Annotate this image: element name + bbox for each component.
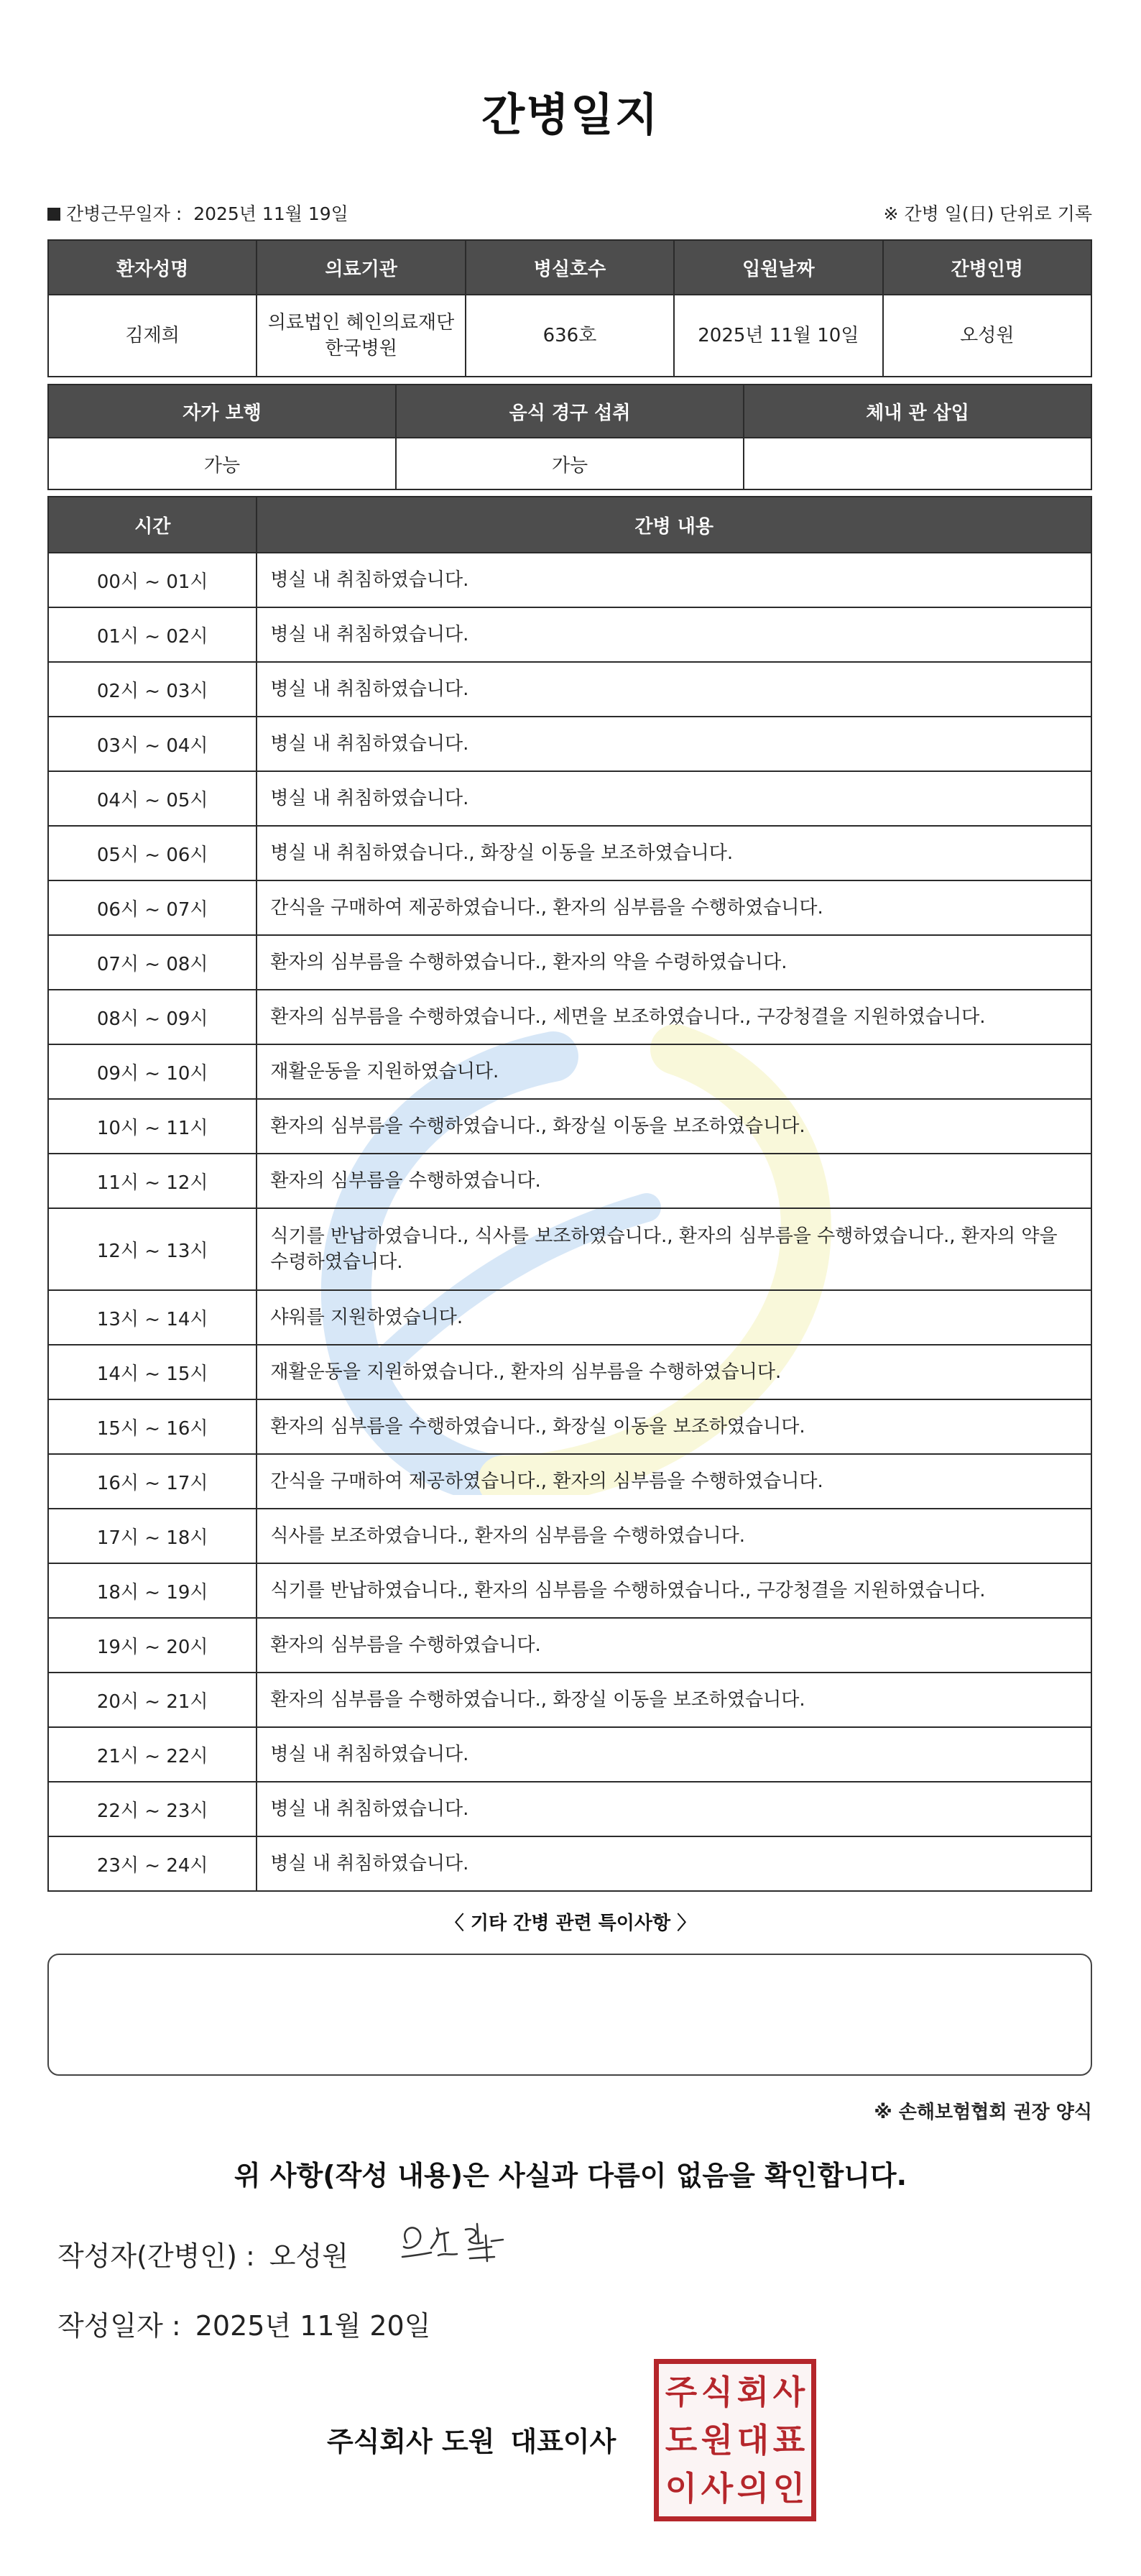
log-time: 07시 ~ 08시 — [48, 935, 257, 990]
table-row — [48, 771, 1091, 826]
log-content: 샤워를 지원하였습니다. — [257, 1290, 1091, 1345]
log-time: 08시 ~ 09시 — [48, 990, 257, 1044]
log-time: 14시 ~ 15시 — [48, 1345, 257, 1399]
document-title: 간병일지 — [481, 88, 660, 141]
log-time: 15시 ~ 16시 — [48, 1399, 257, 1454]
log-content: 간식을 구매하여 제공하였습니다., 환자의 심부름을 수행하였습니다. — [257, 1454, 1091, 1509]
work-date-label: 간병근무일자 : — [66, 203, 183, 224]
header-oral-intake: 음식 경구 섭취 — [396, 385, 744, 438]
log-time: 02시 ~ 03시 — [48, 662, 257, 717]
log-time: 23시 ~ 24시 — [48, 1836, 257, 1891]
log-content: 식기를 반납하였습니다., 환자의 심부름을 수행하였습니다., 구강청결을 지원하였습니다. — [257, 1563, 1091, 1618]
table-row — [48, 880, 1091, 935]
log-content: 병실 내 취침하였습니다. — [257, 1782, 1091, 1836]
log-time: 10시 ~ 11시 — [48, 1099, 257, 1154]
writer-label: 작성자(간병인) : — [57, 2240, 255, 2272]
log-content: 병실 내 취침하였습니다. — [257, 662, 1091, 717]
seal-character: 식 — [701, 2373, 734, 2412]
writer-name: 오성원 — [269, 2240, 348, 2272]
log-time: 01시 ~ 02시 — [48, 607, 257, 662]
table-row — [48, 1509, 1091, 1563]
medical-institution: 의료법인 혜인의료재단 한국병원 — [257, 295, 465, 377]
room-number: 636호 — [466, 295, 674, 377]
table-row — [48, 1399, 1091, 1454]
table-row — [48, 607, 1091, 662]
header-care-content: 간병 내용 — [257, 497, 1091, 553]
table-row — [48, 1208, 1091, 1290]
table-row — [48, 662, 1091, 717]
log-content: 환자의 심부름을 수행하였습니다., 화장실 이동을 보조하였습니다. — [257, 1673, 1091, 1727]
writer-line — [57, 2234, 348, 2273]
condition-header-row — [48, 385, 1091, 438]
log-content: 병실 내 취침하였습니다. — [257, 553, 1091, 607]
company-name: 주식회사 도원 — [327, 2426, 495, 2457]
condition-value-row — [48, 438, 1091, 489]
header-tube-insertion: 체내 관 삽입 — [744, 385, 1091, 438]
written-date-value: 2025년 11월 20일 — [195, 2310, 431, 2342]
handwritten-signature — [394, 2214, 516, 2271]
log-content: 병실 내 취침하였습니다., 화장실 이동을 보조하였습니다. — [257, 826, 1091, 880]
log-content: 병실 내 취침하였습니다. — [257, 1727, 1091, 1782]
work-date-value: 2025년 11월 19일 — [193, 203, 348, 224]
log-time: 06시 ~ 07시 — [48, 880, 257, 935]
header-admission-date: 입원날짜 — [674, 240, 882, 295]
header-patient-name: 환자성명 — [48, 240, 257, 295]
written-date-line — [57, 2304, 430, 2343]
self-walking-value: 가능 — [48, 438, 396, 489]
log-content: 병실 내 취침하였습니다. — [257, 771, 1091, 826]
log-content: 병실 내 취침하였습니다. — [257, 717, 1091, 771]
log-content: 환자의 심부름을 수행하였습니다., 화장실 이동을 보조하였습니다. — [257, 1099, 1091, 1154]
table-row — [48, 1290, 1091, 1345]
table-row — [48, 1836, 1091, 1891]
info-value-row — [48, 295, 1091, 377]
caregiver-name: 오성원 — [883, 295, 1091, 377]
log-time: 18시 ~ 19시 — [48, 1563, 257, 1618]
header-room-number: 병실호수 — [466, 240, 674, 295]
header-self-walking: 자가 보행 — [48, 385, 396, 438]
table-row — [48, 1154, 1091, 1208]
table-row — [48, 553, 1091, 607]
log-body — [48, 553, 1091, 1891]
seal-character: 대 — [736, 2420, 770, 2460]
hourly-care-log-table — [47, 496, 1092, 1892]
log-time: 04시 ~ 05시 — [48, 771, 257, 826]
record-note: ※ 간병 일(日) 단위로 기록 — [883, 203, 1092, 224]
table-row — [48, 1345, 1091, 1399]
confirmation-statement: 위 사항(작성 내용)은 사실과 다름이 없음을 확인합니다. — [234, 2160, 907, 2191]
log-time: 21시 ~ 22시 — [48, 1727, 257, 1782]
log-content: 식기를 반납하였습니다., 식사를 보조하였습니다., 환자의 심부름을 수행하였습니다., 환자의 약을 수령하였습니다. — [257, 1208, 1091, 1290]
table-row — [48, 1454, 1091, 1509]
log-content: 재활운동을 지원하였습니다., 환자의 심부름을 수행하였습니다. — [257, 1345, 1091, 1399]
table-row — [48, 717, 1091, 771]
seal-character: 의 — [736, 2468, 770, 2508]
log-content: 환자의 심부름을 수행하였습니다. — [257, 1618, 1091, 1673]
seal-character: 인 — [772, 2468, 805, 2508]
patient-condition-table — [47, 384, 1092, 490]
seal-character: 주 — [665, 2373, 698, 2412]
oral-intake-value: 가능 — [396, 438, 744, 489]
company-seal-stamp — [654, 2359, 816, 2521]
log-time: 17시 ~ 18시 — [48, 1509, 257, 1563]
work-date — [47, 200, 348, 226]
seal-character: 사 — [772, 2373, 805, 2412]
log-time: 11시 ~ 12시 — [48, 1154, 257, 1208]
seal-characters — [663, 2368, 807, 2512]
admission-date: 2025년 11월 10일 — [674, 295, 882, 377]
remarks-box — [47, 1954, 1092, 2076]
info-header-row — [48, 240, 1091, 295]
log-content: 환자의 심부름을 수행하였습니다., 화장실 이동을 보조하였습니다. — [257, 1399, 1091, 1454]
log-time: 03시 ~ 04시 — [48, 717, 257, 771]
log-content: 환자의 심부름을 수행하였습니다. — [257, 1154, 1091, 1208]
table-row — [48, 826, 1091, 880]
meta-row — [47, 200, 1092, 226]
log-time: 19시 ~ 20시 — [48, 1618, 257, 1673]
log-content: 재활운동을 지원하였습니다. — [257, 1044, 1091, 1099]
seal-character: 도 — [665, 2420, 698, 2460]
log-content: 식사를 보조하였습니다., 환자의 심부름을 수행하였습니다. — [257, 1509, 1091, 1563]
remarks-title: 〈 기타 간병 관련 특이사항 〉 — [445, 1913, 696, 1934]
log-content: 병실 내 취침하였습니다. — [257, 607, 1091, 662]
patient-name: 김제희 — [48, 295, 257, 377]
table-row — [48, 1673, 1091, 1727]
company-ceo-title: 대표이사 — [510, 2426, 616, 2457]
table-row — [48, 1727, 1091, 1782]
log-content: 간식을 구매하여 제공하였습니다., 환자의 심부름을 수행하였습니다. — [257, 880, 1091, 935]
log-time: 05시 ~ 06시 — [48, 826, 257, 880]
company-line — [327, 2419, 616, 2459]
written-date-label: 작성일자 : — [57, 2310, 181, 2342]
log-time: 12시 ~ 13시 — [48, 1208, 257, 1290]
square-bullet-icon — [47, 208, 60, 221]
seal-character: 회 — [736, 2373, 770, 2412]
table-row — [48, 935, 1091, 990]
log-header-row — [48, 497, 1091, 553]
table-row — [48, 990, 1091, 1044]
log-content: 환자의 심부름을 수행하였습니다., 환자의 약을 수령하였습니다. — [257, 935, 1091, 990]
table-row — [48, 1618, 1091, 1673]
log-content: 환자의 심부름을 수행하였습니다., 세면을 보조하였습니다., 구강청결을 지원하였습니다. — [257, 990, 1091, 1044]
seal-character: 표 — [772, 2420, 805, 2460]
log-time: 09시 ~ 10시 — [48, 1044, 257, 1099]
seal-character: 사 — [701, 2468, 734, 2508]
log-time: 00시 ~ 01시 — [48, 553, 257, 607]
table-row — [48, 1563, 1091, 1618]
header-time: 시간 — [48, 497, 257, 553]
header-caregiver-name: 간병인명 — [883, 240, 1091, 295]
log-time: 22시 ~ 23시 — [48, 1782, 257, 1836]
table-row — [48, 1044, 1091, 1099]
table-row — [48, 1099, 1091, 1154]
seal-character: 이 — [665, 2468, 698, 2508]
log-time: 16시 ~ 17시 — [48, 1454, 257, 1509]
header-medical-institution: 의료기관 — [257, 240, 465, 295]
patient-info-table — [47, 239, 1092, 377]
seal-character: 원 — [701, 2420, 734, 2460]
table-row — [48, 1782, 1091, 1836]
tube-insertion-value — [744, 438, 1091, 489]
log-time: 20시 ~ 21시 — [48, 1673, 257, 1727]
form-note: ※ 손해보험협회 권장 양식 — [874, 2102, 1092, 2123]
log-time: 13시 ~ 14시 — [48, 1290, 257, 1345]
log-content: 병실 내 취침하였습니다. — [257, 1836, 1091, 1891]
